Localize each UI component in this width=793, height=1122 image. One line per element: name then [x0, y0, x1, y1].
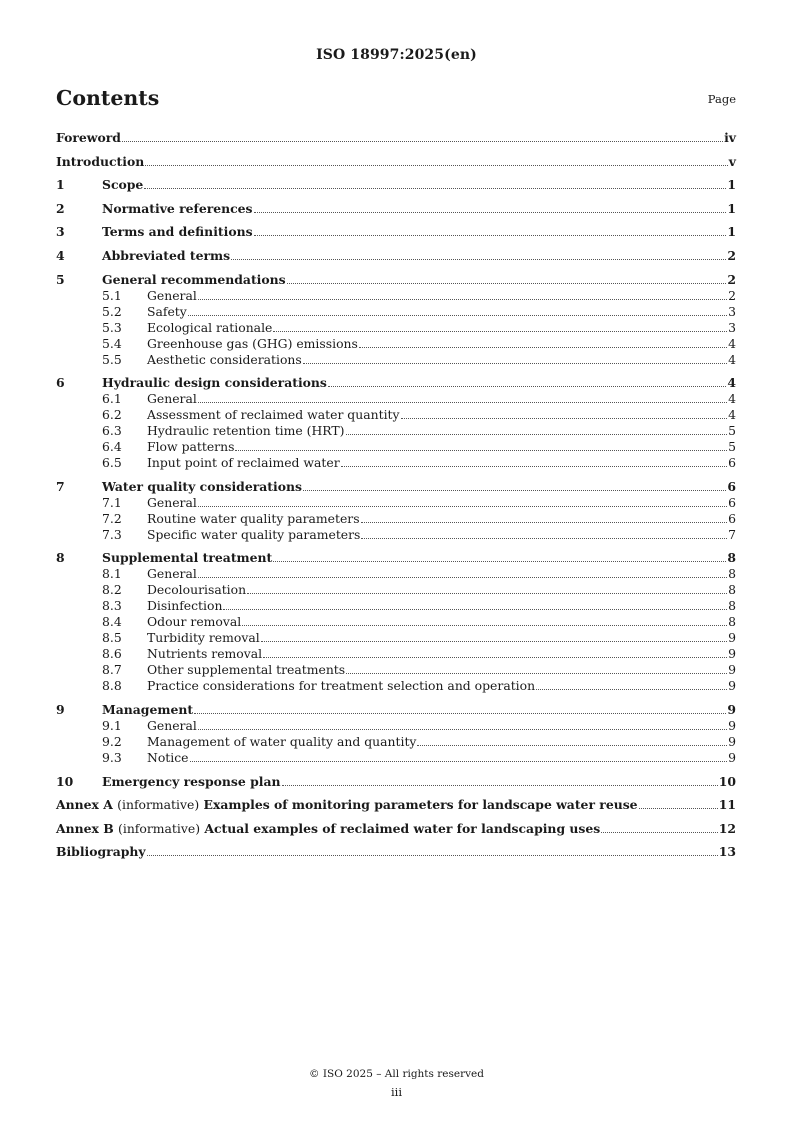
dot-leader — [417, 744, 727, 746]
toc-page-number: 4 — [727, 375, 736, 391]
annex-id: Annex A — [56, 797, 113, 813]
toc-entry-label: Disinfection — [147, 598, 223, 614]
dot-leader — [273, 330, 727, 332]
dot-leader — [346, 672, 727, 674]
annex-id: Annex B — [56, 820, 114, 836]
toc-page-number: 2 — [728, 287, 736, 303]
dot-leader — [341, 465, 727, 467]
toc-subentry-number: 8.1 — [102, 566, 122, 582]
toc-entry-label: Supplemental treatment — [102, 550, 273, 566]
toc-entry-label: General — [147, 287, 197, 303]
toc-entry-label: Abbreviated terms — [102, 247, 231, 263]
toc-subentry[interactable] — [56, 303, 736, 319]
toc-entry-label: General — [147, 391, 197, 407]
dot-leader — [282, 784, 718, 786]
toc-subentry-number: 6.3 — [102, 423, 122, 439]
toc-subentry[interactable] — [56, 438, 736, 454]
toc-entry[interactable] — [56, 145, 736, 169]
toc-entry[interactable] — [56, 693, 736, 717]
toc-page-number: 9 — [728, 717, 736, 733]
toc-entry[interactable] — [56, 192, 736, 216]
toc-subentry-number: 6.2 — [102, 407, 122, 423]
toc-subentry[interactable] — [56, 494, 736, 510]
toc-subentry[interactable] — [56, 390, 736, 406]
toc-page-number: 8 — [728, 566, 736, 582]
toc-entry[interactable] — [56, 542, 736, 566]
toc-page-number: 9 — [728, 662, 736, 678]
toc-page-number: 4 — [728, 407, 736, 423]
dot-leader — [223, 608, 727, 610]
toc-subentry[interactable] — [56, 749, 736, 765]
toc-subentry[interactable] — [56, 661, 736, 677]
toc-page-number: 3 — [728, 319, 736, 335]
toc-entry[interactable] — [56, 812, 736, 836]
dot-leader — [198, 298, 727, 300]
dot-leader — [263, 656, 727, 658]
toc-subentry-number: 5.5 — [102, 351, 122, 367]
toc-subentry[interactable] — [56, 733, 736, 749]
dot-leader — [287, 282, 727, 284]
toc-subentry[interactable] — [56, 319, 736, 335]
toc-entry-label: Routine water quality parameters — [147, 510, 360, 526]
toc-subentry-number: 6.4 — [102, 439, 122, 455]
toc-entry-label: Other supplemental treatments — [147, 662, 346, 678]
toc-entry[interactable] — [56, 129, 736, 145]
dot-leader — [235, 449, 727, 451]
dot-leader — [303, 489, 726, 491]
dot-leader — [303, 362, 727, 364]
toc-page-number: 6 — [728, 455, 736, 471]
toc-subentry[interactable] — [56, 287, 736, 303]
toc-subentry-number: 6.5 — [102, 455, 122, 471]
toc-entry-number: 5 — [56, 271, 65, 287]
dot-leader — [359, 346, 727, 348]
toc-page-number: v — [728, 153, 736, 169]
toc-page-number: 5 — [728, 439, 736, 455]
document-id-header: ISO 18997:2025(en) — [316, 47, 477, 63]
toc-subentry[interactable] — [56, 645, 736, 661]
dot-leader — [361, 537, 727, 539]
dot-leader — [147, 854, 718, 856]
toc-entry[interactable] — [56, 239, 736, 263]
toc-subentry-number: 7.3 — [102, 526, 122, 542]
page-title: Contents — [56, 86, 160, 110]
toc-subentry[interactable] — [56, 406, 736, 422]
dot-leader — [254, 211, 727, 213]
page-column-label: Page — [707, 92, 736, 106]
toc-subentry[interactable] — [56, 677, 736, 693]
toc-page-number: 3 — [728, 303, 736, 319]
dot-leader — [188, 314, 727, 316]
dot-leader — [601, 831, 717, 833]
toc-page-number: 8 — [727, 550, 736, 566]
toc-subentry[interactable] — [56, 335, 736, 351]
toc-entry-label: Greenhouse gas (GHG) emissions — [147, 335, 358, 351]
toc-subentry[interactable] — [56, 454, 736, 470]
toc-page-number: 8 — [728, 598, 736, 614]
toc-entry-label: Normative references — [102, 200, 253, 216]
dot-leader — [261, 640, 727, 642]
toc-entry-label: Flow patterns — [147, 439, 235, 455]
toc-entry-number: 4 — [56, 247, 65, 263]
toc-page-number: 7 — [728, 526, 736, 542]
annex-type: (informative) — [118, 820, 201, 836]
toc-page-number: 6 — [727, 478, 736, 494]
toc-page-number: 10 — [718, 773, 736, 789]
dot-leader — [144, 187, 726, 189]
toc-entry-label: Input point of reclaimed water — [147, 455, 340, 471]
toc-subentry-number: 8.8 — [102, 678, 122, 694]
toc-subentry[interactable] — [56, 510, 736, 526]
toc-page-number: 4 — [728, 391, 736, 407]
toc-entry-label: Emergency response plan — [102, 773, 281, 789]
toc-entry-label: Management — [102, 701, 194, 717]
toc-subentry-number: 9.3 — [102, 749, 122, 765]
toc-page-number: 9 — [728, 749, 736, 765]
toc-subentry-number: 8.3 — [102, 598, 122, 614]
toc-entry-number: 2 — [56, 200, 65, 216]
dot-leader — [242, 624, 727, 626]
toc-subentry-number: 9.1 — [102, 717, 122, 733]
toc-entry-label: Decolourisation — [147, 582, 247, 598]
toc-entry-label: Hydraulic retention time (HRT) — [147, 423, 345, 439]
dot-leader — [328, 385, 726, 387]
toc-entry-number: 9 — [56, 701, 65, 717]
toc-entry[interactable] — [56, 216, 736, 240]
toc-annex-label — [56, 822, 600, 836]
toc-page-number: 9 — [728, 630, 736, 646]
table-of-contents — [56, 129, 736, 859]
toc-page-number: 12 — [718, 820, 736, 836]
toc-subentry[interactable] — [56, 717, 736, 733]
dot-leader — [639, 807, 718, 809]
dot-leader — [361, 521, 728, 523]
dot-leader — [198, 728, 727, 730]
toc-page-number: iv — [724, 130, 736, 145]
toc-subentry-number: 7.2 — [102, 510, 122, 526]
toc-page-number: 9 — [728, 733, 736, 749]
toc-entry-label: Ecological rationale — [147, 319, 273, 335]
toc-entry[interactable] — [56, 836, 736, 860]
toc-entry[interactable] — [56, 470, 736, 494]
toc-subentry-number: 7.1 — [102, 494, 122, 510]
toc-page-number: 6 — [728, 494, 736, 510]
toc-subentry-number: 5.3 — [102, 319, 122, 335]
contents-title-row — [56, 86, 736, 112]
dot-leader — [145, 164, 728, 166]
toc-subentry-number: 9.2 — [102, 733, 122, 749]
toc-entry-label: Terms and definitions — [102, 224, 253, 240]
toc-subentry[interactable] — [56, 597, 736, 613]
toc-entry-label: Safety — [147, 303, 187, 319]
toc-subentry-number: 8.5 — [102, 630, 122, 646]
toc-subentry-number: 5.1 — [102, 287, 122, 303]
toc-subentry[interactable] — [56, 422, 736, 438]
toc-entry-label: Notice — [147, 749, 189, 765]
toc-entry[interactable] — [56, 169, 736, 193]
toc-entry-label: Turbidity removal — [147, 630, 260, 646]
annex-title: Actual examples of reclaimed water for landscaping uses — [204, 820, 601, 836]
toc-entry-label: Introduction — [56, 153, 145, 169]
toc-entry-label: Bibliography — [56, 844, 146, 860]
toc-page-number: 4 — [728, 335, 736, 351]
toc-page-number: 8 — [728, 614, 736, 630]
toc-entry-number: 8 — [56, 550, 65, 566]
toc-annex-label — [56, 798, 638, 812]
toc-subentry-number: 8.2 — [102, 582, 122, 598]
toc-subentry[interactable] — [56, 613, 736, 629]
toc-entry-label: General — [147, 494, 197, 510]
toc-page-number: 4 — [728, 351, 736, 367]
dot-leader — [122, 140, 723, 142]
dot-leader — [231, 258, 726, 260]
toc-entry-label: Water quality considerations — [102, 478, 302, 494]
toc-entry-label: General recommendations — [102, 271, 286, 287]
toc-entry[interactable] — [56, 765, 736, 789]
page-number: iii — [390, 1085, 403, 1099]
toc-page-number: 1 — [727, 200, 736, 216]
toc-entry-label: Aesthetic considerations — [147, 351, 302, 367]
toc-entry-number: 10 — [56, 773, 74, 789]
toc-entry-label: General — [147, 566, 197, 582]
toc-subentry-number: 6.1 — [102, 391, 122, 407]
toc-entry-label: Scope — [102, 177, 144, 193]
toc-entry-label: Foreword — [56, 130, 121, 145]
toc-entry[interactable] — [56, 263, 736, 287]
toc-page-number: 8 — [728, 582, 736, 598]
dot-leader — [247, 592, 727, 594]
toc-entry-label: Practice considerations for treatment selection and operation — [147, 678, 536, 694]
toc-page-number: 13 — [718, 844, 736, 860]
toc-entry-number: 1 — [56, 177, 65, 193]
toc-page-number: 9 — [727, 701, 736, 717]
dot-leader — [198, 505, 727, 507]
toc-page-number: 2 — [727, 247, 736, 263]
toc-entry[interactable] — [56, 789, 736, 813]
toc-entry-label: Management of water quality and quantity — [147, 733, 417, 749]
toc-page-number: 11 — [718, 797, 736, 813]
toc-page-number: 9 — [728, 646, 736, 662]
toc-page-number: 1 — [727, 224, 736, 240]
toc-subentry-number: 5.4 — [102, 335, 122, 351]
toc-subentry-number: 8.6 — [102, 646, 122, 662]
toc-subentry-number: 8.7 — [102, 662, 122, 678]
annex-title: Examples of monitoring parameters for landscape water reuse — [203, 797, 638, 813]
toc-subentry[interactable] — [56, 581, 736, 597]
toc-page-number: 6 — [728, 510, 736, 526]
annex-type: (informative) — [117, 797, 200, 813]
toc-entry-number: 7 — [56, 478, 65, 494]
toc-entry-number: 6 — [56, 375, 65, 391]
toc-page-number: 1 — [727, 177, 736, 193]
toc-subentry[interactable] — [56, 629, 736, 645]
toc-entry-label: Nutrients removal — [147, 646, 263, 662]
dot-leader — [194, 712, 726, 714]
toc-page-number: 9 — [728, 678, 736, 694]
copyright-footer: © ISO 2025 – All rights reserved — [309, 1068, 484, 1080]
toc-entry-label: General — [147, 717, 197, 733]
dot-leader — [536, 688, 727, 690]
toc-page-number: 2 — [727, 271, 736, 287]
toc-subentry[interactable] — [56, 526, 736, 542]
toc-entry-label: Odour removal — [147, 614, 242, 630]
toc-entry[interactable] — [56, 367, 736, 391]
dot-leader — [273, 560, 726, 562]
dot-leader — [190, 760, 728, 762]
toc-subentry[interactable] — [56, 351, 736, 367]
toc-entry-label: Assessment of reclaimed water quantity — [147, 407, 400, 423]
dot-leader — [346, 433, 728, 435]
toc-subentry-number: 5.2 — [102, 303, 122, 319]
toc-entry-label: Specific water quality parameters — [147, 526, 361, 542]
dot-leader — [254, 234, 727, 236]
toc-entry-label: Hydraulic design considerations — [102, 375, 327, 391]
dot-leader — [198, 576, 727, 578]
dot-leader — [401, 417, 728, 419]
toc-subentry[interactable] — [56, 565, 736, 581]
dot-leader — [198, 401, 727, 403]
toc-entry-number: 3 — [56, 224, 65, 240]
toc-page-number: 5 — [728, 423, 736, 439]
toc-subentry-number: 8.4 — [102, 614, 122, 630]
